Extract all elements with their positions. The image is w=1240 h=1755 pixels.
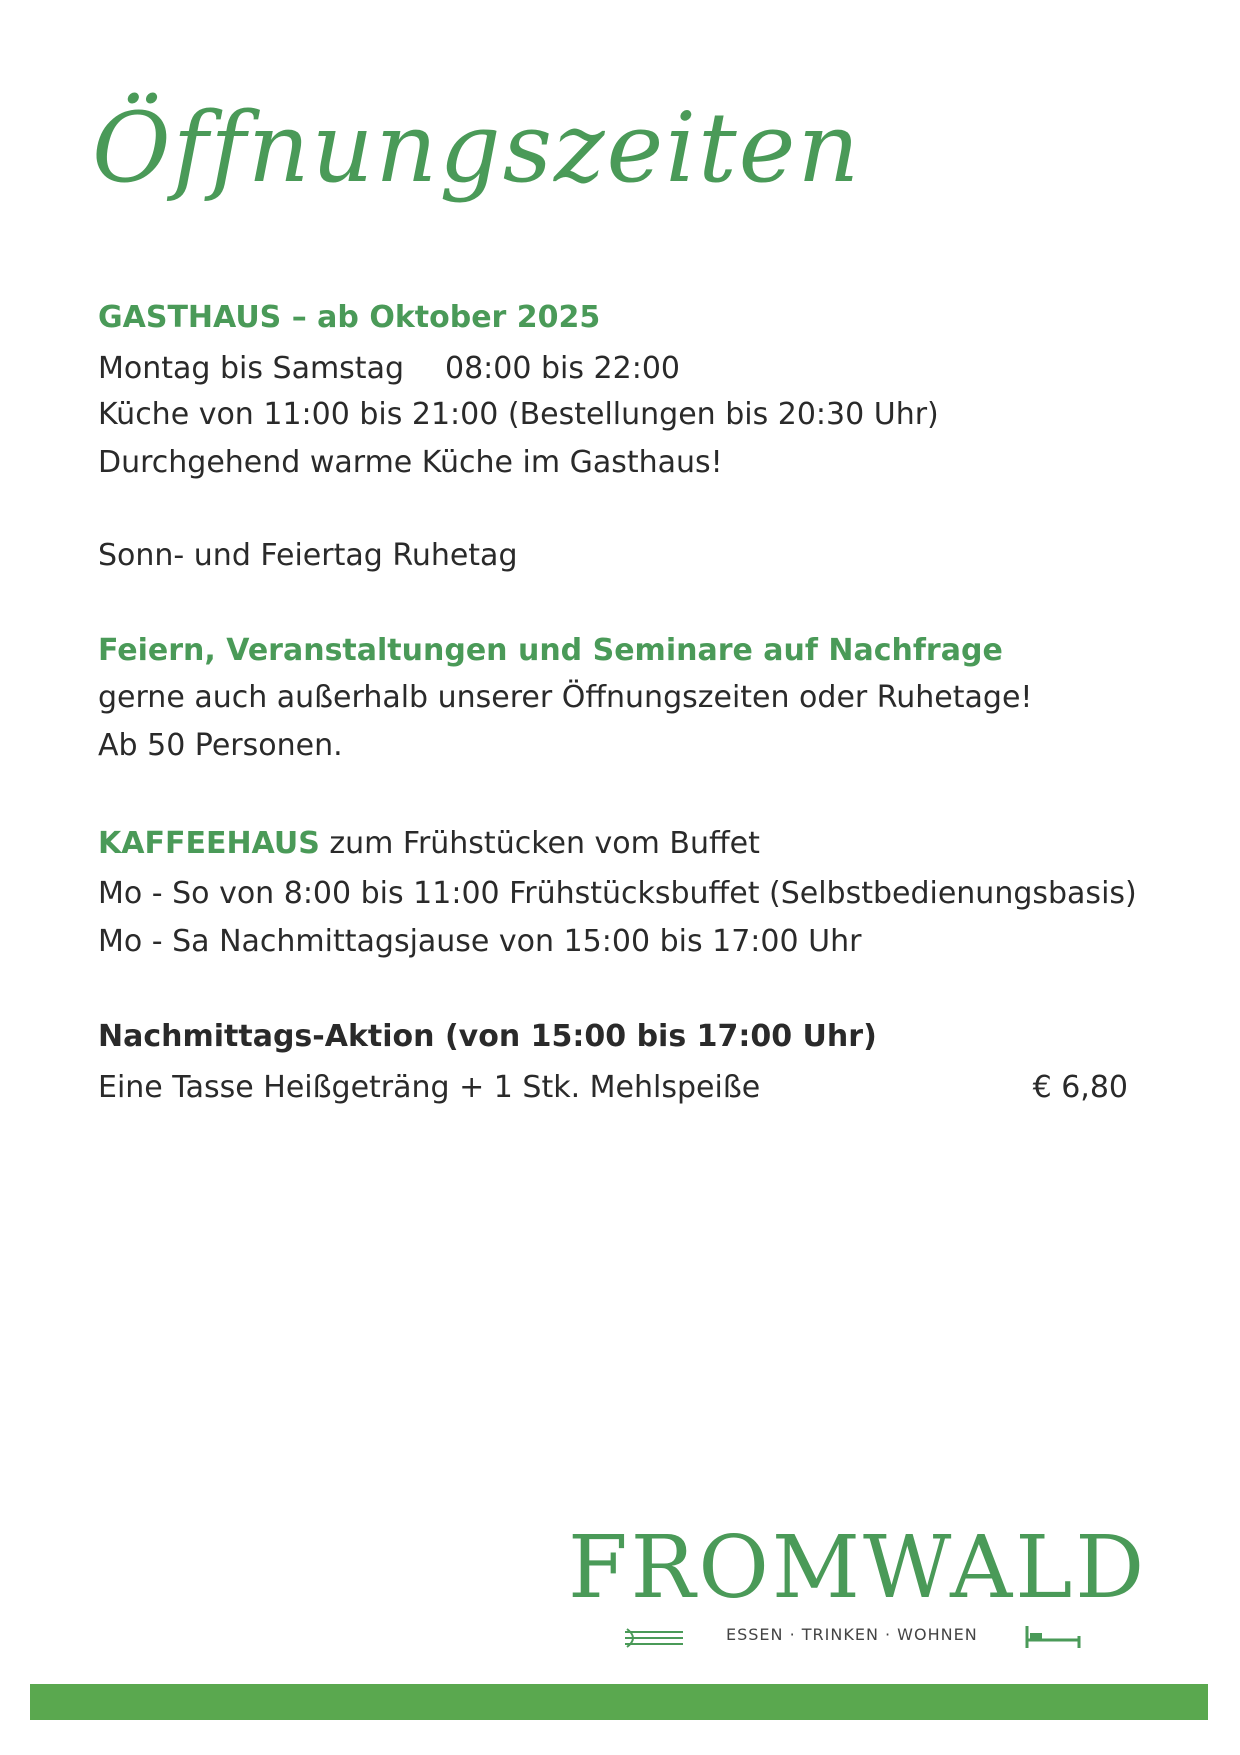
cutlery-icon xyxy=(625,1626,683,1648)
brand-tagline: ESSEN · TRINKEN · WOHNEN xyxy=(726,1625,978,1644)
gasthaus-closed: Sonn- und Feiertag Ruhetag xyxy=(98,538,518,573)
kaffeehaus-heading-rest: zum Frühstücken vom Buffet xyxy=(319,826,760,861)
kaffeehaus-line1: Mo - So von 8:00 bis 11:00 Frühstücksbuffet (Selbstbedienungsbasis) xyxy=(98,876,1137,911)
aktion-price: € 6,80 xyxy=(1032,1070,1128,1105)
gasthaus-days: Montag bis Samstag xyxy=(98,351,404,386)
gasthaus-kitchen: Küche von 11:00 bis 21:00 (Bestellungen bis 20:30 Uhr) xyxy=(98,397,939,432)
kaffeehaus-line2: Mo - Sa Nachmittagsjause von 15:00 bis 17:00 Uhr xyxy=(98,924,862,959)
gasthaus-hours: 08:00 bis 22:00 xyxy=(445,351,680,386)
gasthaus-warm: Durchgehend warme Küche im Gasthaus! xyxy=(98,445,723,480)
events-heading: Feiern, Veranstaltungen und Seminare auf Nachfrage xyxy=(98,633,1003,668)
events-line1: gerne auch außerhalb unserer Öffnungszeiten oder Ruhetage! xyxy=(98,680,1033,715)
page-title: Öffnungszeiten xyxy=(92,92,862,204)
aktion-heading: Nachmittags-Aktion (von 15:00 bis 17:00 Uhr) xyxy=(98,1019,877,1054)
brand-logo: FROMWALD xyxy=(568,1518,1148,1618)
gasthaus-heading: GASTHAUS – ab Oktober 2025 xyxy=(98,300,601,335)
bed-icon xyxy=(1025,1624,1081,1650)
kaffeehaus-heading: KAFFEEHAUS xyxy=(98,826,320,861)
footer-bar xyxy=(30,1684,1208,1720)
events-line2: Ab 50 Personen. xyxy=(98,728,343,763)
kaffeehaus-heading-line xyxy=(98,826,760,861)
aktion-item: Eine Tasse Heißgeträng + 1 Stk. Mehlspeiße xyxy=(98,1070,761,1105)
